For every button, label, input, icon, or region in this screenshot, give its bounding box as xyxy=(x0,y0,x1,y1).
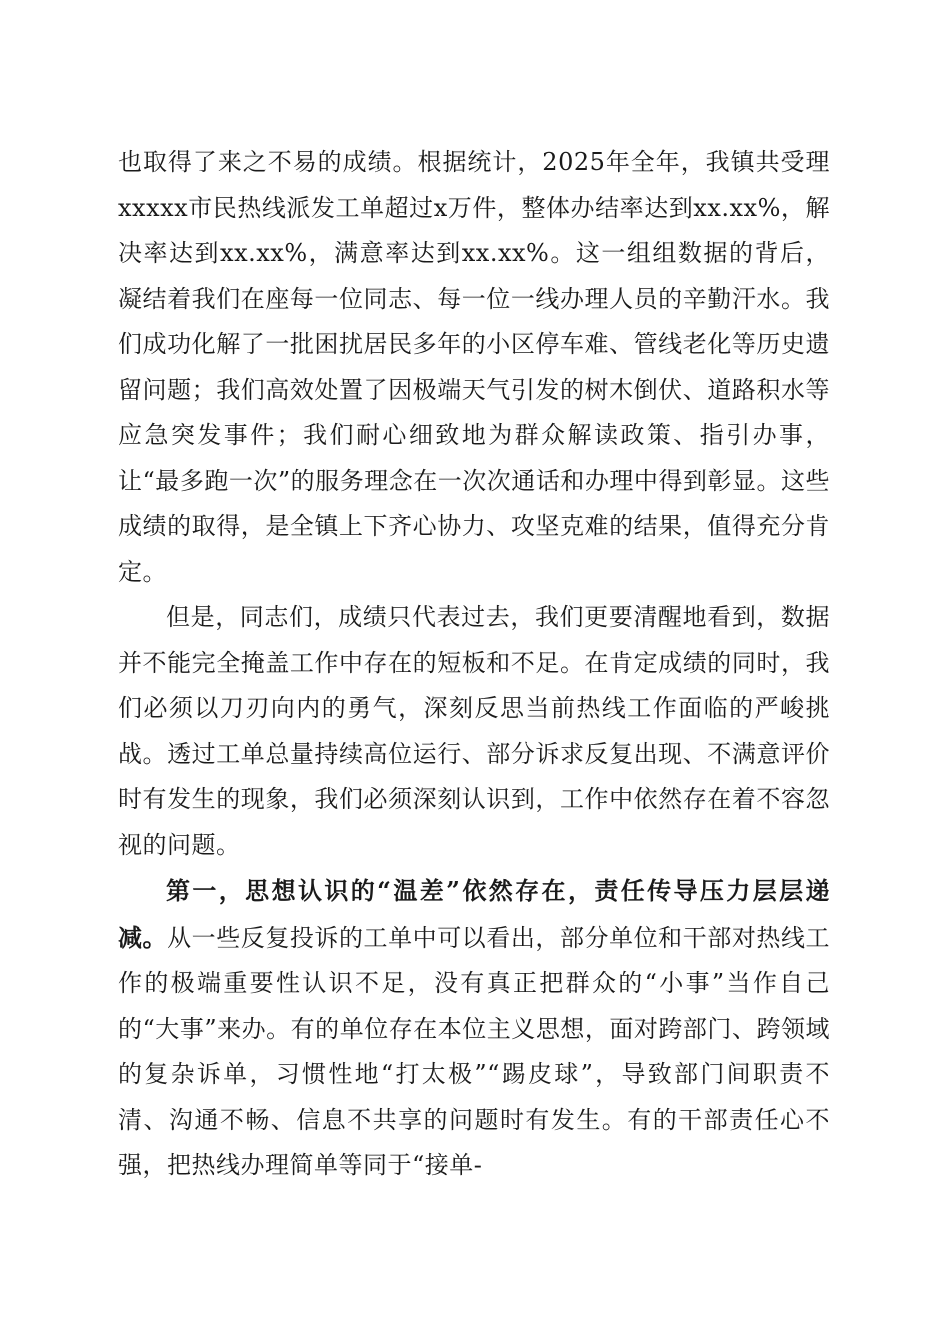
paragraph-3-lead: 第一，思想认识的“温差”依然存在，责任传导压力层层递减。 xyxy=(118,876,830,952)
paragraph-3 xyxy=(118,868,830,1189)
document-body xyxy=(118,140,830,1189)
paragraph-1-text: 也取得了来之不易的成绩。根据统计，2025年全年，我镇共受理xxxxx市民热线派发工单超过x万件，整体办结率达到xx.xx%，解决率达到xx.xx%，满意率达到xx.xx%。这一组组数据的背后，凝结着我们在座每一位同志、每一位一线办理人员的辛勤汗水。我们成功化解了一批困扰居民多年的小区停车难、管线老化等历史遗留问题；我们高效处置了因极端天气引发的树木倒伏、道路积水等应急突发事件；我们耐心细致地为群众解读政策、指引办事，让“最多跑一次”的服务理念在一次次通话和办理中得到彰显。这些成绩的取得，是全镇上下齐心协力、攻坚克难的结果，值得充分肯定。 xyxy=(118,148,830,586)
paragraph-2-text: 但是，同志们，成绩只代表过去，我们更要清醒地看到，数据并不能完全掩盖工作中存在的短板和不足。在肯定成绩的同时，我们必须以刀刃向内的勇气，深刻反思当前热线工作面临的严峻挑战。透过工单总量持续高位运行、部分诉求反复出现、不满意评价时有发生的现象，我们必须深刻认识到，工作中依然存在着不容忽视的问题。 xyxy=(118,603,830,859)
paragraph-2 xyxy=(118,595,830,868)
paragraph-3-text: 从一些反复投诉的工单中可以看出，部分单位和干部对热线工作的极端重要性认识不足，没有真正把群众的“小事”当作自己的“大事”来办。有的单位存在本位主义思想，面对跨部门、跨领域的复杂诉单，习惯性地“打太极”“踢皮球”，导致部门间职责不清、沟通不畅、信息不共享的问题时有发生。有的干部责任心不强，把热线办理简单等同于“接单- xyxy=(118,923,831,1179)
paragraph-1 xyxy=(118,140,830,595)
